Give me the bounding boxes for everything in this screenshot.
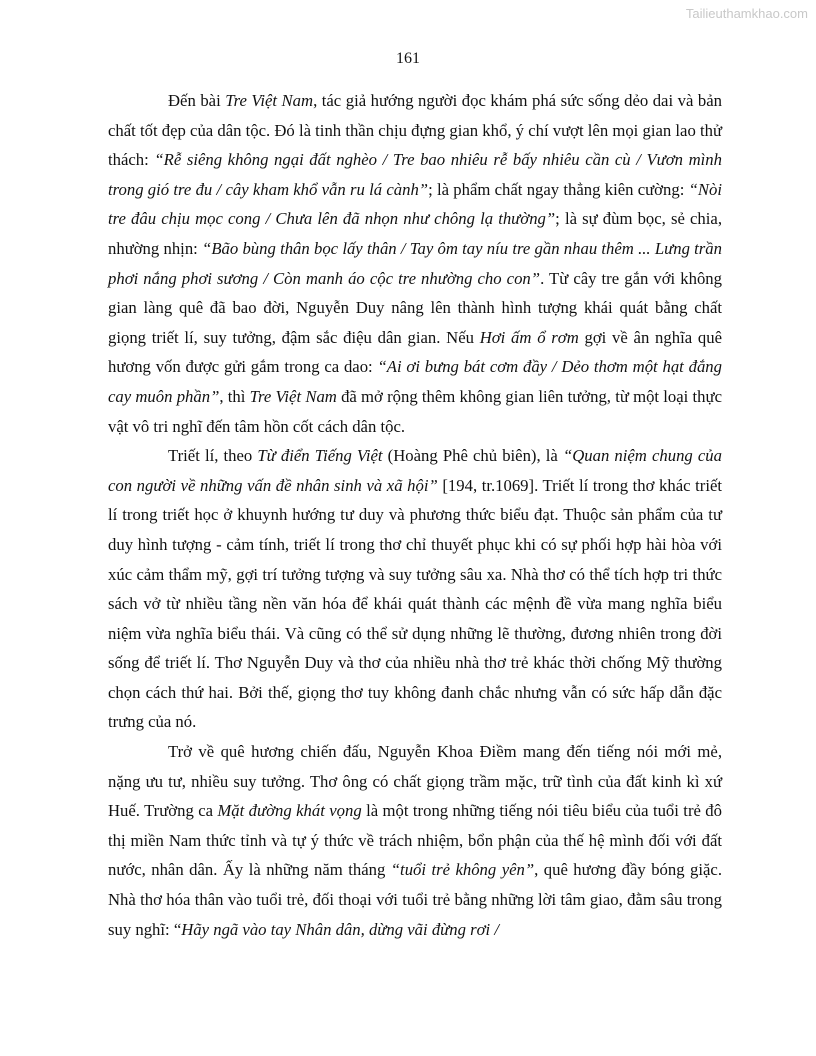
italic-run: “Quan niệm chung của con người về những vấn đề nhân sinh và xã hội” [108, 446, 722, 495]
italic-run: “Nòi tre đâu chịu mọc cong / Chưa lên đã nhọn như chông lạ thường” [108, 179, 723, 229]
italic-run: “Ai ơi bưng bát cơm đầy / Dẻo thơm một hạt đắng cay muôn phần” [108, 357, 722, 406]
text-run: là một trong những tiếng nói tiêu biểu của tuổi trẻ đô thị miền Nam thức tỉnh và tự ý thức về trách nhiệm, bổn phận của thế hệ mình đối với đất nước, nhân dân. Ấy là những năm tháng [108, 801, 722, 880]
italic-run: Hãy ngã vào tay Nhân dân, dừng vãi đừng rơi / [181, 919, 499, 939]
text-run: , thì [219, 386, 250, 406]
text-run: đã mở rộng thêm không gian liên tưởng, từ một loại thực vật vô tri nghĩ đến tâm hồn cốt cách dân tộc. [108, 386, 722, 436]
paragraph [108, 86, 722, 441]
text-run: . Từ cây tre gắn với không gian làng quê đã bao đời, Nguyễn Duy nâng lên thành hình tượng khái quát bằng chất giọng triết lí, suy tưởng, đậm sắc điệu dân gian. Nếu [108, 268, 722, 347]
italic-run: Tre Việt Nam [249, 386, 337, 406]
text-run: , tác giả hướng người đọc khám phá sức sống dẻo dai và bản chất tốt đẹp của dân tộc. Đó là tinh thần chịu đựng gian khổ, ý chí vượt lên mọi gian lao thử thách: [108, 91, 722, 170]
text-run: Triết lí, theo [168, 446, 258, 466]
body-text [108, 86, 722, 944]
text-run: , quê hương đầy bóng giặc. Nhà thơ hóa thân vào tuổi trẻ, đối thoại với tuổi trẻ bằng những lời tâm giao, đằm sâu trong suy nghĩ: “ [108, 860, 722, 939]
page-number: 161 [396, 50, 420, 67]
italic-run: Từ điển Tiếng Việt [257, 446, 383, 466]
text-run: ; là sự đùm bọc, sẻ chia, nhường nhịn: [108, 209, 722, 258]
italic-run: Hơi ấm ổ rơm [479, 327, 579, 347]
watermark: Tailieuthamkhao.com [685, 6, 808, 21]
text-run: [194, tr.1069]. Triết lí trong thơ khác triết lí trong triết học ở khuynh hướng tư duy và phương thức biểu đạt. Thuộc sản phẩm của tư duy hình tượng - cảm tính, triết lí trong thơ chỉ thuyết phục khi có sự phối hợp hài hòa với xúc cảm thẩm mỹ, gợi trí tưởng tượng và suy tưởng sâu xa. Nhà thơ có thể tích hợp tri thức sách vở từ nhiều tầng nền văn hóa để khái quát thành các mệnh đề vừa mang nghĩa biểu niệm vừa nghĩa biểu thái. Và cũng có thể sử dụng những lẽ thường, đương nhiên trong đời sống để triết lí. Thơ Nguyễn Duy và thơ của nhiều nhà thơ trẻ khác thời chống Mỹ thường chọn cách thứ hai. Bởi thế, giọng thơ tuy không đanh chắc nhưng vẫn có sức hấp dẫn đặc trưng của nó. [108, 475, 723, 732]
text-run: Đến bài [168, 91, 226, 110]
paragraph [108, 441, 722, 737]
italic-run: “Bão bùng thân bọc lấy thân / Tay ôm tay níu tre gần nhau thêm ... Lưng trần phơi nắng phơi sương / Còn manh áo cộc tre nhường cho con” [108, 238, 722, 288]
paragraph [108, 737, 722, 944]
text-run: gợi về ân nghĩa quê hương vốn được gửi gắm trong ca dao: [108, 327, 722, 377]
text-run: (Hoàng Phê chủ biên), là [382, 446, 563, 466]
text-run: Trở về quê hương chiến đấu, Nguyễn Khoa Điềm mang đến tiếng nói mới mẻ, nặng ưu tư, nhiều suy tưởng. Thơ ông có chất giọng trầm mặc, trữ tình của đất kinh kì xứ Huế. Trường ca [108, 742, 722, 821]
italic-run: Mặt đường khát vọng [217, 801, 362, 821]
italic-run: “Rễ siêng không ngại đất nghèo / Tre bao nhiêu rễ bấy nhiêu cần cù / Vươn mình trong gió tre đu / cây kham khổ vẫn ru lá cành” [108, 150, 722, 199]
italic-run: Tre Việt Nam [225, 91, 314, 110]
italic-run: “tuổi trẻ không yên” [390, 860, 535, 880]
text-run: ; là phẩm chất ngay thẳng kiên cường: [428, 179, 689, 199]
